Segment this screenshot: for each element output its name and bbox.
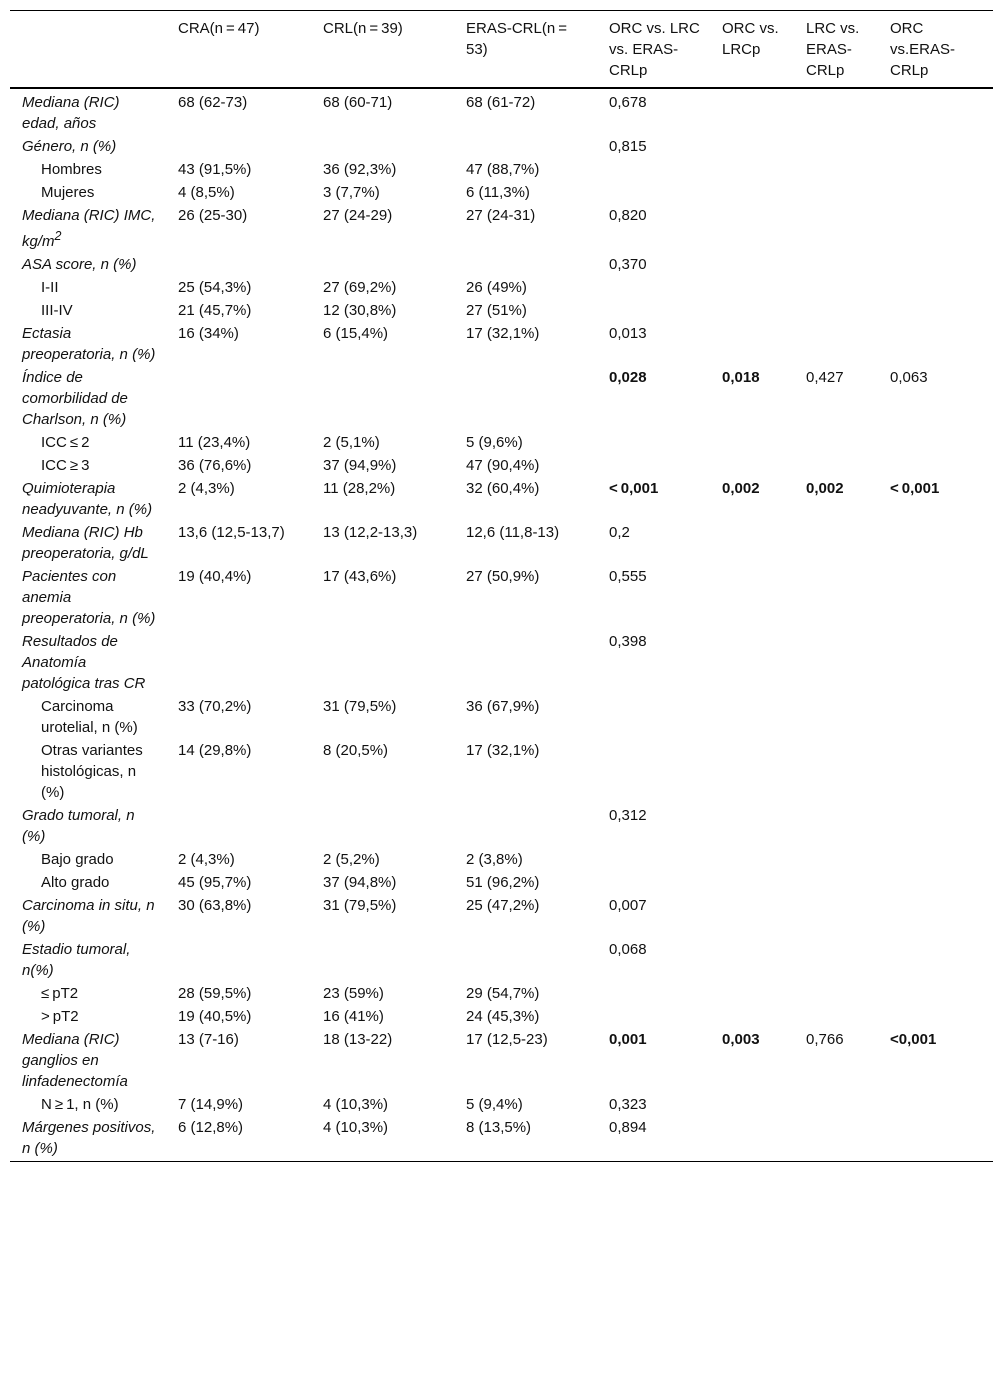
cell-cra: 28 (59,5%) xyxy=(178,985,252,1002)
row-label xyxy=(10,182,166,205)
row-label xyxy=(10,1117,166,1162)
comparison-table xyxy=(10,10,993,1162)
cell-eras-crl: 5 (9,6%) xyxy=(466,434,523,451)
table-row xyxy=(10,740,993,805)
cell-p-lrc-eras xyxy=(794,277,878,300)
cell-p-orc-lrc xyxy=(710,277,794,300)
cell-crl: 17 (43,6%) xyxy=(323,568,397,585)
cell-crl: 68 (60-71) xyxy=(323,94,393,111)
cell-cra xyxy=(166,631,311,696)
cell-p-lrc-eras xyxy=(794,895,878,939)
row-label-text: I-II xyxy=(41,279,59,296)
cell-p-orc-eras xyxy=(878,805,993,849)
cell-crl: 31 (79,5%) xyxy=(323,897,397,914)
row-label xyxy=(10,432,166,455)
row-label-text: ICC ≤ 2 xyxy=(41,434,90,451)
cell-p-all xyxy=(597,983,710,1006)
cell-p-all: 0,007 xyxy=(609,897,647,914)
row-label xyxy=(10,455,166,478)
cell-p-lrc-eras xyxy=(794,182,878,205)
cell-p-orc-eras: <0,001 xyxy=(890,1031,937,1048)
cell-crl: 12 (30,8%) xyxy=(323,302,397,319)
cell-p-orc-lrc xyxy=(710,88,794,136)
cell-p-all xyxy=(597,849,710,872)
cell-p-orc-eras xyxy=(878,159,993,182)
cell-eras-crl: 26 (49%) xyxy=(466,279,527,296)
cell-p-orc-eras xyxy=(878,205,993,254)
cell-p-all xyxy=(597,1006,710,1029)
cell-p-orc-eras xyxy=(878,254,993,277)
cell-p-lrc-eras xyxy=(794,1006,878,1029)
cell-p-orc-eras xyxy=(878,432,993,455)
cell-crl: 37 (94,9%) xyxy=(323,457,397,474)
cell-p-all xyxy=(597,455,710,478)
cell-cra: 36 (76,6%) xyxy=(178,457,252,474)
cell-p-orc-lrc xyxy=(710,740,794,805)
cell-crl: 18 (13-22) xyxy=(323,1031,393,1048)
cell-crl: 4 (10,3%) xyxy=(323,1096,389,1113)
cell-crl: 3 (7,7%) xyxy=(323,184,380,201)
cell-p-all xyxy=(597,872,710,895)
header-cell-p-orc-eras: ORC vs.ERAS-CRLp xyxy=(890,20,956,79)
cell-p-orc-lrc xyxy=(710,205,794,254)
cell-p-orc-lrc: 0,018 xyxy=(722,369,760,386)
table-row xyxy=(10,88,993,136)
cell-crl xyxy=(311,631,454,696)
cell-p-all xyxy=(597,159,710,182)
cell-p-orc-lrc xyxy=(710,566,794,631)
cell-p-all: 0,028 xyxy=(609,369,647,386)
cell-eras-crl xyxy=(454,136,597,159)
cell-p-orc-lrc xyxy=(710,872,794,895)
cell-eras-crl xyxy=(454,939,597,983)
row-label xyxy=(10,1006,166,1029)
cell-p-orc-eras xyxy=(878,1117,993,1162)
cell-crl: 37 (94,8%) xyxy=(323,874,397,891)
cell-eras-crl: 24 (45,3%) xyxy=(466,1008,540,1025)
cell-p-orc-eras xyxy=(878,182,993,205)
cell-p-orc-eras xyxy=(878,849,993,872)
header-row xyxy=(10,11,993,89)
row-label xyxy=(10,522,166,566)
cell-cra: 6 (12,8%) xyxy=(178,1119,244,1136)
cell-eras-crl xyxy=(454,631,597,696)
row-label xyxy=(10,983,166,1006)
cell-cra xyxy=(166,136,311,159)
row-label xyxy=(10,478,166,522)
cell-p-orc-lrc xyxy=(710,1094,794,1117)
cell-p-orc-lrc xyxy=(710,182,794,205)
cell-cra: 26 (25-30) xyxy=(178,207,248,224)
row-label-text: Carcinoma urotelial, n (%) xyxy=(41,698,138,736)
header-cell-variable xyxy=(10,11,166,89)
row-label-text: Bajo grado xyxy=(41,851,114,868)
row-label-text: ASA score, n (%) xyxy=(22,256,137,273)
cell-p-orc-eras xyxy=(878,300,993,323)
cell-eras-crl: 36 (67,9%) xyxy=(466,698,540,715)
cell-crl: 4 (10,3%) xyxy=(323,1119,389,1136)
cell-p-all xyxy=(597,696,710,740)
row-label-text: Mediana (RIC) edad, años xyxy=(22,94,120,132)
cell-crl: 13 (12,2-13,3) xyxy=(323,524,418,541)
cell-crl: 2 (5,2%) xyxy=(323,851,380,868)
row-label-text: Ectasia preoperatoria, n (%) xyxy=(22,325,156,363)
cell-p-orc-lrc xyxy=(710,432,794,455)
row-label-text: Alto grado xyxy=(41,874,110,891)
cell-eras-crl: 68 (61-72) xyxy=(466,94,536,111)
cell-eras-crl: 25 (47,2%) xyxy=(466,897,540,914)
cell-p-orc-lrc xyxy=(710,849,794,872)
table-body xyxy=(10,88,993,1162)
header-cell-p-all: ORC vs. LRC vs. ERAS-CRLp xyxy=(609,20,700,79)
cell-p-all: 0,398 xyxy=(609,633,647,650)
row-label xyxy=(10,277,166,300)
row-label xyxy=(10,895,166,939)
cell-p-orc-lrc xyxy=(710,136,794,159)
cell-eras-crl: 27 (51%) xyxy=(466,302,527,319)
row-label xyxy=(10,740,166,805)
cell-p-orc-lrc xyxy=(710,455,794,478)
cell-p-all: 0,2 xyxy=(609,524,630,541)
cell-eras-crl: 8 (13,5%) xyxy=(466,1119,532,1136)
cell-p-orc-eras: 0,063 xyxy=(890,369,928,386)
cell-p-all: 0,555 xyxy=(609,568,647,585)
cell-p-lrc-eras xyxy=(794,740,878,805)
row-label-text: Mediana (RIC) IMC, kg/m xyxy=(22,207,156,250)
cell-p-orc-eras xyxy=(878,566,993,631)
row-label-text: Mujeres xyxy=(41,184,95,201)
table-row xyxy=(10,300,993,323)
cell-eras-crl: 17 (32,1%) xyxy=(466,742,540,759)
cell-p-lrc-eras xyxy=(794,323,878,367)
cell-p-all: 0,370 xyxy=(609,256,647,273)
cell-eras-crl: 47 (88,7%) xyxy=(466,161,540,178)
cell-p-all: 0,312 xyxy=(609,807,647,824)
cell-crl: 11 (28,2%) xyxy=(323,480,396,497)
row-label xyxy=(10,566,166,631)
cell-crl: 6 (15,4%) xyxy=(323,325,389,342)
table-row xyxy=(10,872,993,895)
cell-p-lrc-eras xyxy=(794,872,878,895)
row-label xyxy=(10,300,166,323)
cell-eras-crl: 47 (90,4%) xyxy=(466,457,540,474)
cell-p-lrc-eras xyxy=(794,254,878,277)
table-row xyxy=(10,455,993,478)
cell-crl: 36 (92,3%) xyxy=(323,161,397,178)
cell-eras-crl: 6 (11,3%) xyxy=(466,184,530,201)
table-row xyxy=(10,367,993,432)
cell-crl: 8 (20,5%) xyxy=(323,742,389,759)
row-label-text: Mediana (RIC) Hb preoperatoria, g/dL xyxy=(22,524,149,562)
table-row xyxy=(10,1006,993,1029)
row-label xyxy=(10,136,166,159)
cell-cra: 2 (4,3%) xyxy=(178,851,235,868)
cell-cra: 45 (95,7%) xyxy=(178,874,252,891)
cell-p-orc-eras xyxy=(878,1094,993,1117)
table-row xyxy=(10,478,993,522)
row-label-text: Mediana (RIC) ganglios en linfadenectomía xyxy=(22,1031,128,1090)
row-label-superscript: 2 xyxy=(54,229,62,243)
cell-p-all: 0,068 xyxy=(609,941,647,958)
cell-eras-crl xyxy=(454,805,597,849)
cell-p-lrc-eras xyxy=(794,455,878,478)
cell-p-lrc-eras xyxy=(794,1094,878,1117)
cell-p-lrc-eras xyxy=(794,205,878,254)
table-row xyxy=(10,1094,993,1117)
cell-p-orc-lrc xyxy=(710,300,794,323)
cell-p-lrc-eras xyxy=(794,300,878,323)
cell-crl: 23 (59%) xyxy=(323,985,384,1002)
table-row xyxy=(10,522,993,566)
cell-p-all xyxy=(597,432,710,455)
cell-cra: 14 (29,8%) xyxy=(178,742,252,759)
cell-cra: 30 (63,8%) xyxy=(178,897,252,914)
table-row xyxy=(10,939,993,983)
table-row xyxy=(10,983,993,1006)
header-cell-cra: CRA(n = 47) xyxy=(178,20,260,37)
cell-crl xyxy=(311,254,454,277)
cell-p-orc-lrc xyxy=(710,1117,794,1162)
row-label xyxy=(10,1094,166,1117)
table-row xyxy=(10,805,993,849)
cell-eras-crl: 5 (9,4%) xyxy=(466,1096,523,1113)
cell-p-lrc-eras xyxy=(794,983,878,1006)
cell-cra: 4 (8,5%) xyxy=(178,184,235,201)
table-row xyxy=(10,277,993,300)
cell-crl: 27 (24-29) xyxy=(323,207,393,224)
row-label-text: Grado tumoral, n (%) xyxy=(22,807,135,845)
header-cell-p-lrc-eras: LRC vs. ERAS-CRLp xyxy=(806,20,860,79)
cell-p-orc-lrc xyxy=(710,323,794,367)
cell-p-all xyxy=(597,300,710,323)
row-label-text: Género, n (%) xyxy=(22,138,117,155)
row-label-text: Otras variantes histológicas, n (%) xyxy=(41,742,143,801)
row-label-text: III-IV xyxy=(41,302,73,319)
table-row xyxy=(10,323,993,367)
row-label xyxy=(10,254,166,277)
cell-p-orc-eras xyxy=(878,740,993,805)
table-row xyxy=(10,254,993,277)
row-label xyxy=(10,367,166,432)
cell-p-all: 0,678 xyxy=(609,94,647,111)
cell-crl: 27 (69,2%) xyxy=(323,279,397,296)
cell-cra: 68 (62-73) xyxy=(178,94,248,111)
table-row xyxy=(10,159,993,182)
cell-p-orc-eras xyxy=(878,895,993,939)
cell-p-all: < 0,001 xyxy=(609,480,659,497)
cell-cra xyxy=(166,939,311,983)
row-label xyxy=(10,696,166,740)
row-label-text: Hombres xyxy=(41,161,102,178)
cell-p-orc-eras xyxy=(878,631,993,696)
row-label-text: Márgenes positivos, n (%) xyxy=(22,1119,156,1157)
table-row xyxy=(10,696,993,740)
table-container xyxy=(10,10,993,1162)
row-label xyxy=(10,323,166,367)
table-row xyxy=(10,1029,993,1094)
cell-eras-crl: 12,6 (11,8-13) xyxy=(466,524,560,541)
cell-p-orc-lrc xyxy=(710,159,794,182)
cell-eras-crl: 17 (12,5-23) xyxy=(466,1031,548,1048)
cell-p-orc-lrc: 0,003 xyxy=(722,1031,760,1048)
cell-cra: 16 (34%) xyxy=(178,325,239,342)
header-cell-p-orc-lrc: ORC vs. LRCp xyxy=(722,20,779,58)
cell-p-orc-eras xyxy=(878,88,993,136)
cell-p-lrc-eras xyxy=(794,159,878,182)
cell-cra: 25 (54,3%) xyxy=(178,279,252,296)
row-label-text: Quimioterapia neadyuvante, n (%) xyxy=(22,480,153,518)
cell-cra: 13 (7-16) xyxy=(178,1031,239,1048)
cell-p-all: 0,013 xyxy=(609,325,647,342)
row-label-text: Estadio tumoral, n(%) xyxy=(22,941,131,979)
cell-cra xyxy=(166,367,311,432)
cell-p-orc-lrc xyxy=(710,522,794,566)
cell-p-lrc-eras xyxy=(794,566,878,631)
cell-eras-crl: 27 (24-31) xyxy=(466,207,536,224)
table-row xyxy=(10,205,993,254)
cell-crl: 2 (5,1%) xyxy=(323,434,380,451)
table-row xyxy=(10,136,993,159)
cell-p-orc-lrc xyxy=(710,254,794,277)
cell-crl xyxy=(311,805,454,849)
cell-cra: 43 (91,5%) xyxy=(178,161,252,178)
cell-p-orc-lrc xyxy=(710,895,794,939)
cell-p-all: 0,820 xyxy=(609,207,647,224)
cell-cra: 13,6 (12,5-13,7) xyxy=(178,524,285,541)
cell-eras-crl xyxy=(454,367,597,432)
cell-p-orc-eras xyxy=(878,872,993,895)
cell-crl xyxy=(311,367,454,432)
cell-p-lrc-eras xyxy=(794,88,878,136)
cell-p-orc-eras xyxy=(878,696,993,740)
cell-cra: 7 (14,9%) xyxy=(178,1096,244,1113)
row-label xyxy=(10,1029,166,1094)
row-label-text: Resultados de Anatomía patológica tras CR xyxy=(22,633,146,692)
cell-p-orc-lrc xyxy=(710,631,794,696)
cell-p-orc-lrc xyxy=(710,805,794,849)
cell-crl xyxy=(311,939,454,983)
cell-p-orc-lrc xyxy=(710,1006,794,1029)
row-label-text: Pacientes con anemia preoperatoria, n (%) xyxy=(22,568,156,627)
row-label-text: N ≥ 1, n (%) xyxy=(41,1096,119,1113)
table-row xyxy=(10,1117,993,1162)
row-label xyxy=(10,872,166,895)
table-row xyxy=(10,631,993,696)
row-label-text: > pT2 xyxy=(41,1008,79,1025)
cell-p-orc-eras xyxy=(878,983,993,1006)
cell-p-lrc-eras: 0,766 xyxy=(806,1031,844,1048)
cell-cra xyxy=(166,254,311,277)
cell-cra: 21 (45,7%) xyxy=(178,302,252,319)
cell-p-all: 0,001 xyxy=(609,1031,647,1048)
cell-cra: 19 (40,5%) xyxy=(178,1008,252,1025)
cell-p-orc-eras xyxy=(878,277,993,300)
table-row xyxy=(10,895,993,939)
cell-p-orc-eras xyxy=(878,522,993,566)
cell-eras-crl: 32 (60,4%) xyxy=(466,480,540,497)
cell-p-orc-lrc xyxy=(710,983,794,1006)
cell-cra: 11 (23,4%) xyxy=(178,434,251,451)
cell-eras-crl xyxy=(454,254,597,277)
cell-p-all: 0,323 xyxy=(609,1096,647,1113)
row-label xyxy=(10,88,166,136)
cell-p-orc-eras xyxy=(878,136,993,159)
header-cell-crl: CRL(n = 39) xyxy=(323,20,403,37)
cell-p-orc-eras xyxy=(878,939,993,983)
table-row xyxy=(10,849,993,872)
cell-p-lrc-eras xyxy=(794,1117,878,1162)
cell-p-lrc-eras xyxy=(794,939,878,983)
table-row xyxy=(10,566,993,631)
cell-p-lrc-eras: 0,427 xyxy=(806,369,844,386)
cell-crl: 16 (41%) xyxy=(323,1008,384,1025)
cell-p-orc-eras xyxy=(878,323,993,367)
cell-cra: 2 (4,3%) xyxy=(178,480,235,497)
cell-eras-crl: 2 (3,8%) xyxy=(466,851,523,868)
cell-eras-crl: 51 (96,2%) xyxy=(466,874,540,891)
cell-eras-crl: 27 (50,9%) xyxy=(466,568,540,585)
cell-p-lrc-eras: 0,002 xyxy=(806,480,844,497)
cell-p-lrc-eras xyxy=(794,631,878,696)
cell-p-all xyxy=(597,182,710,205)
cell-p-orc-lrc xyxy=(710,939,794,983)
cell-p-lrc-eras xyxy=(794,696,878,740)
cell-p-lrc-eras xyxy=(794,136,878,159)
cell-p-lrc-eras xyxy=(794,805,878,849)
cell-p-orc-lrc: 0,002 xyxy=(722,480,760,497)
row-label xyxy=(10,849,166,872)
cell-cra xyxy=(166,805,311,849)
cell-p-lrc-eras xyxy=(794,522,878,566)
cell-p-all xyxy=(597,277,710,300)
cell-p-lrc-eras xyxy=(794,849,878,872)
cell-p-orc-eras xyxy=(878,1006,993,1029)
row-label-text: Carcinoma in situ, n (%) xyxy=(22,897,155,935)
row-label xyxy=(10,805,166,849)
cell-p-orc-eras xyxy=(878,455,993,478)
cell-p-all: 0,815 xyxy=(609,138,647,155)
cell-p-lrc-eras xyxy=(794,432,878,455)
cell-eras-crl: 29 (54,7%) xyxy=(466,985,540,1002)
row-label xyxy=(10,939,166,983)
cell-crl xyxy=(311,136,454,159)
cell-p-all: 0,894 xyxy=(609,1119,647,1136)
cell-p-all xyxy=(597,740,710,805)
cell-eras-crl: 17 (32,1%) xyxy=(466,325,540,342)
cell-p-orc-lrc xyxy=(710,696,794,740)
row-label-text: ≤ pT2 xyxy=(41,985,79,1002)
row-label xyxy=(10,631,166,696)
table-row xyxy=(10,182,993,205)
row-label-text: Índice de comorbilidad de Charlson, n (%) xyxy=(22,369,128,428)
row-label xyxy=(10,159,166,182)
table-row xyxy=(10,432,993,455)
cell-cra: 19 (40,4%) xyxy=(178,568,252,585)
cell-crl: 31 (79,5%) xyxy=(323,698,397,715)
cell-p-orc-eras: < 0,001 xyxy=(890,480,940,497)
row-label-text: ICC ≥ 3 xyxy=(41,457,90,474)
header-cell-eras-crl: ERAS-CRL(n = 53) xyxy=(466,20,570,58)
row-label xyxy=(10,205,166,254)
cell-cra: 33 (70,2%) xyxy=(178,698,252,715)
table-header xyxy=(10,11,993,89)
